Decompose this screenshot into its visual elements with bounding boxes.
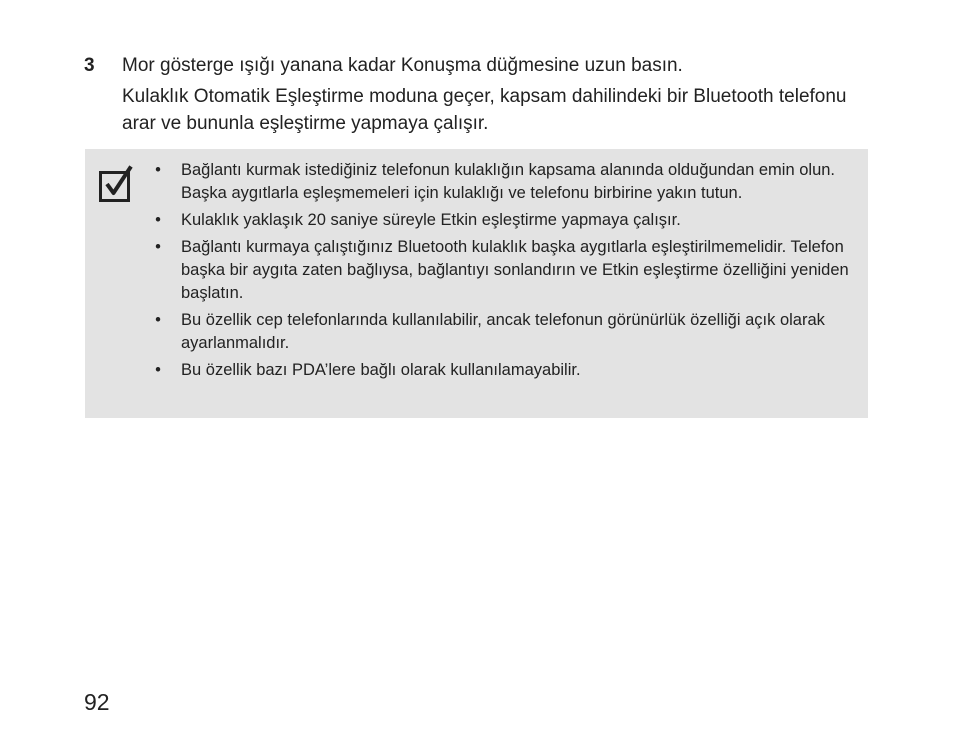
note-text: Bağlantı kurmak istediğiniz telefonun kulaklığın kapsama alanında olduğundan emin olun. Başka aygıtlarla eşleşmemeleri için kulaklığı ve telefonu birbirine yakın tutun. [181,161,836,202]
page-number: 92 [84,689,110,715]
bullet-icon: • [155,161,161,179]
step-number: 3 [84,55,95,76]
note-text: Bu özellik bazı PDA’lere bağlı olarak kullanılamayabilir. [181,361,581,379]
note-item [152,209,864,232]
step-description: Kulaklık Otomatik Eşleştirme moduna geçer, kapsam dahilindeki bir Bluetooth telefonu arar ve bununla eşleştirme yapmaya çalışır. [122,86,847,134]
step-title: Mor gösterge ışığı yanana kadar Konuşma düğmesine uzun basın. [122,55,683,76]
bullet-icon: • [155,311,161,329]
note-text: Bağlantı kurmaya çalıştığınız Bluetooth kulaklık başka aygıtlarla eşleştirilmemelidir. Telefon başka bir aygıta zaten bağlıysa, bağlantıyı sonlandırın ve Etkin eşleştirme özelliğini yeniden başlatın. [181,238,849,302]
note-item [152,236,864,305]
note-item [152,309,864,355]
bullet-icon: • [155,211,161,229]
note-text: Kulaklık yaklaşık 20 saniye süreyle Etkin eşleştirme yapmaya çalışır. [181,211,681,229]
bullet-icon: • [155,238,161,256]
note-item [152,159,864,205]
note-box [85,149,868,418]
note-list [152,159,864,386]
note-text: Bu özellik cep telefonlarında kullanılabilir, ancak telefonun görünürlük özelliği açık olarak ayarlanmalıdır. [181,311,825,352]
checkbox-checked-icon [98,165,134,203]
bullet-icon: • [155,361,161,379]
note-item [152,359,864,382]
